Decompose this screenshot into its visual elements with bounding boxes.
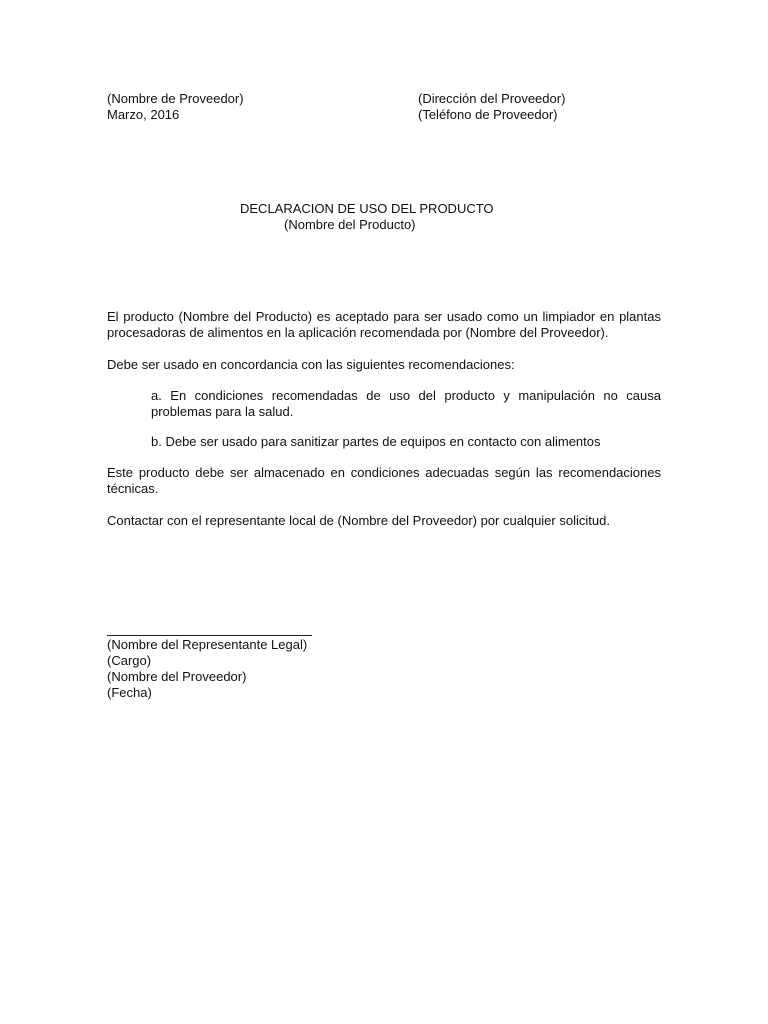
paragraph-contact: Contactar con el representante local de (Nombre del Proveedor) por cualquier solicitud. bbox=[107, 513, 610, 528]
header-left-block bbox=[107, 91, 244, 123]
supplier-address: (Dirección del Proveedor) bbox=[418, 91, 566, 106]
paragraph-acceptance: El producto (Nombre del Producto) es aceptado para ser usado como un limpiador en plantas procesadoras de alimentos en la aplicación recomendada por (Nombre del Proveedor). bbox=[107, 309, 661, 340]
signature-supplier-name: (Nombre del Proveedor) bbox=[107, 669, 247, 684]
signature-date: (Fecha) bbox=[107, 685, 152, 700]
signature-line bbox=[107, 635, 312, 636]
supplier-name: (Nombre de Proveedor) bbox=[107, 91, 244, 106]
supplier-phone: (Teléfono de Proveedor) bbox=[418, 107, 558, 122]
header-right-block bbox=[418, 91, 565, 123]
paragraph-storage: Este producto debe ser almacenado en condiciones adecuadas según las recomendaciones técnicas. bbox=[107, 465, 661, 496]
product-name-subtitle: (Nombre del Producto) bbox=[284, 217, 416, 232]
paragraph-recommendations-intro: Debe ser usado en concordancia con las siguientes recomendaciones: bbox=[107, 357, 515, 372]
signature-block bbox=[107, 637, 307, 701]
document-date: Marzo, 2016 bbox=[107, 107, 180, 122]
representative-position: (Cargo) bbox=[107, 653, 152, 668]
representative-name: (Nombre del Representante Legal) bbox=[107, 637, 308, 652]
recommendation-item-a: a. En condiciones recomendadas de uso del producto y manipulación no causa problemas para la salud. bbox=[151, 388, 661, 419]
document-title: DECLARACION DE USO DEL PRODUCTO bbox=[240, 201, 494, 216]
recommendation-item-b: b. Debe ser usado para sanitizar partes de equipos en contacto con alimentos bbox=[151, 434, 601, 449]
